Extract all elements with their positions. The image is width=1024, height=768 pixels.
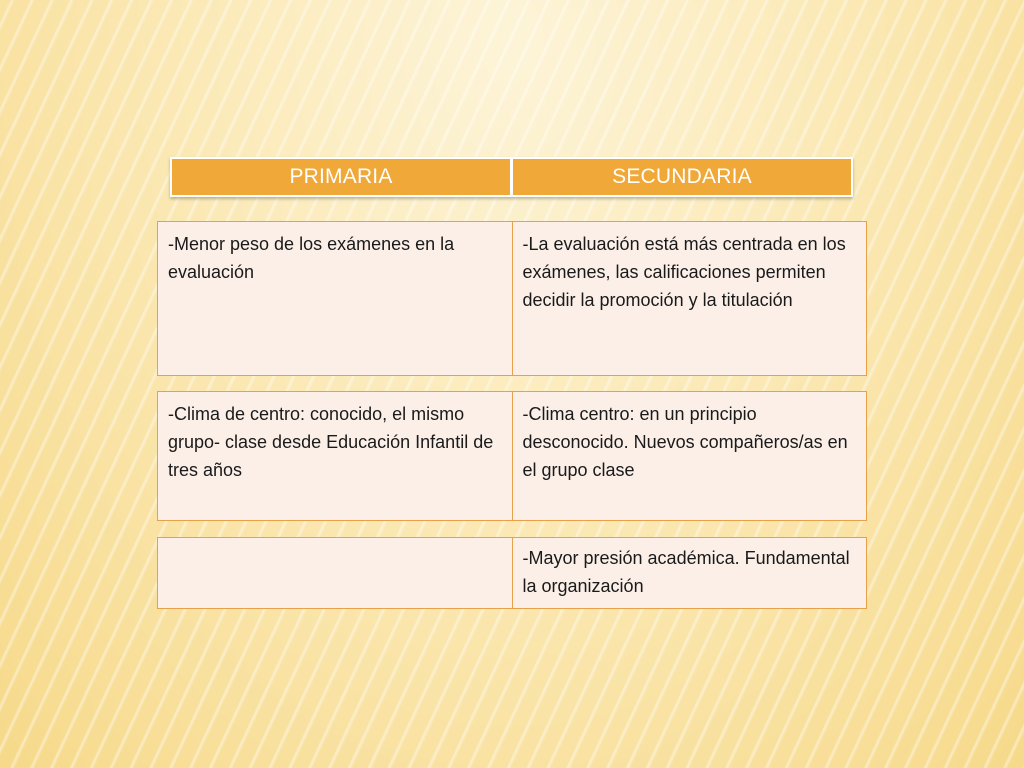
cell-secundaria-presion: -Mayor presión académica. Fundamental la organización (512, 538, 867, 608)
cell-secundaria-clima: -Clima centro: en un principio desconocido. Nuevos compañeros/as en el grupo clase (512, 392, 867, 520)
cell-primaria-presion (158, 538, 512, 608)
cell-secundaria-evaluacion: -La evaluación está más centrada en los exámenes, las calificaciones permiten decidir la promoción y la titulación (512, 222, 867, 375)
header-secundaria: SECUNDARIA (513, 159, 851, 195)
table-row-evaluacion (157, 221, 867, 376)
cell-primaria-evaluacion: -Menor peso de los exámenes en la evaluación (168, 234, 455, 282)
comparison-header (170, 157, 853, 197)
cell-primaria-clima: -Clima de centro: conocido, el mismo grupo- clase desde Educación Infantil de tres años (168, 404, 494, 480)
table-row-presion (157, 537, 867, 609)
table-row-clima (157, 391, 867, 521)
header-primaria: PRIMARIA (172, 159, 510, 195)
